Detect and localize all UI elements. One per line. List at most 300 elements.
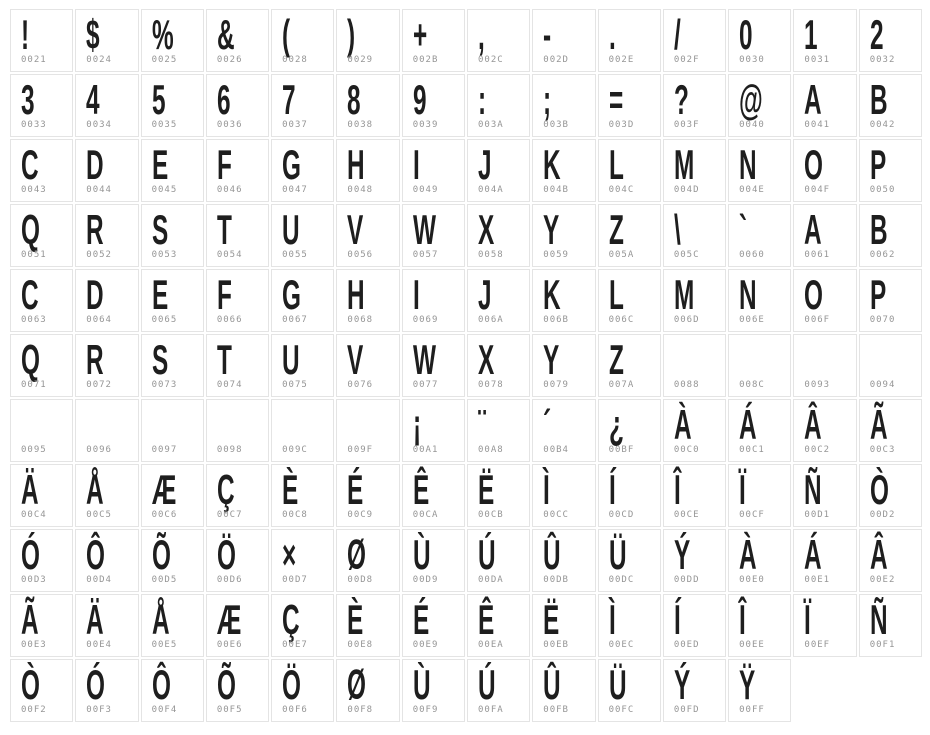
codepoint-label: 0038 bbox=[347, 120, 374, 130]
glyph-cell[interactable] bbox=[271, 139, 334, 202]
codepoint-label: 00C8 bbox=[282, 510, 308, 520]
codepoint-label: 006F bbox=[804, 315, 831, 325]
glyph: 3 bbox=[21, 76, 35, 123]
glyph-cell[interactable] bbox=[10, 139, 73, 202]
glyph-cell[interactable] bbox=[141, 9, 204, 72]
glyph-cell[interactable] bbox=[793, 74, 856, 137]
codepoint-label: 002C bbox=[477, 55, 504, 65]
glyph-cell[interactable] bbox=[10, 334, 73, 397]
glyph-cell[interactable] bbox=[336, 9, 399, 72]
glyph-cell[interactable] bbox=[598, 74, 661, 137]
codepoint-label: 005A bbox=[608, 250, 635, 260]
glyph: Q bbox=[21, 336, 40, 383]
glyph-cell[interactable] bbox=[467, 399, 530, 462]
glyph-cell[interactable] bbox=[598, 139, 661, 202]
codepoint-label: 00C0 bbox=[673, 445, 700, 455]
codepoint-label: 00DB bbox=[543, 575, 569, 585]
glyph-cell[interactable] bbox=[532, 659, 595, 722]
glyph: W bbox=[412, 336, 436, 383]
glyph-cell[interactable] bbox=[793, 204, 856, 267]
codepoint-label: 00ED bbox=[673, 640, 700, 650]
glyph-cell[interactable] bbox=[532, 9, 595, 72]
glyph: ) bbox=[347, 11, 356, 58]
glyph-cell[interactable] bbox=[206, 399, 269, 462]
glyph-cell[interactable] bbox=[271, 659, 334, 722]
glyph-cell[interactable] bbox=[859, 594, 922, 657]
glyph: C bbox=[21, 271, 39, 318]
glyph: S bbox=[151, 206, 168, 253]
glyph: Ü bbox=[608, 531, 627, 578]
codepoint-label: 0021 bbox=[21, 55, 47, 65]
glyph-cell[interactable] bbox=[75, 594, 138, 657]
codepoint-label: 0053 bbox=[151, 250, 178, 260]
glyph: P bbox=[869, 271, 886, 318]
glyph-cell[interactable] bbox=[859, 399, 922, 462]
glyph-cell[interactable] bbox=[859, 269, 922, 332]
codepoint-label: 0078 bbox=[477, 380, 504, 390]
glyph-cell[interactable] bbox=[75, 399, 138, 462]
glyph: Z bbox=[608, 336, 624, 383]
glyph-cell[interactable] bbox=[598, 529, 661, 592]
glyph: Ö bbox=[282, 661, 302, 708]
codepoint-label: 00EE bbox=[739, 640, 765, 650]
codepoint-label: 0056 bbox=[347, 250, 374, 260]
codepoint-label: 0057 bbox=[412, 250, 439, 260]
glyph-cell[interactable] bbox=[663, 9, 726, 72]
codepoint-label: 00FD bbox=[673, 705, 700, 715]
glyph-cell[interactable] bbox=[663, 464, 726, 527]
glyph-cell[interactable] bbox=[402, 269, 465, 332]
glyph: 9 bbox=[412, 76, 427, 123]
glyph-cell[interactable] bbox=[206, 659, 269, 722]
glyph: % bbox=[151, 11, 174, 58]
glyph-cell[interactable] bbox=[793, 9, 856, 72]
glyph: ¿ bbox=[608, 401, 624, 448]
glyph: R bbox=[86, 206, 104, 253]
glyph: H bbox=[347, 271, 366, 318]
glyph: Ë bbox=[543, 596, 560, 643]
glyph-cell[interactable] bbox=[336, 464, 399, 527]
codepoint-label: 0036 bbox=[216, 120, 243, 130]
codepoint-label: 00E5 bbox=[151, 640, 178, 650]
glyph-cell[interactable] bbox=[75, 269, 138, 332]
codepoint-label: 00D4 bbox=[86, 575, 112, 585]
glyph-cell[interactable] bbox=[467, 334, 530, 397]
codepoint-label: 0031 bbox=[804, 55, 831, 65]
glyph-cell[interactable] bbox=[206, 594, 269, 657]
glyph-cell[interactable] bbox=[402, 204, 465, 267]
glyph-cell[interactable] bbox=[402, 139, 465, 202]
glyph-cell[interactable] bbox=[793, 269, 856, 332]
glyph-cell[interactable] bbox=[859, 74, 922, 137]
codepoint-label: 00C7 bbox=[216, 510, 243, 520]
glyph: + bbox=[412, 11, 427, 58]
codepoint-label: 0032 bbox=[869, 55, 896, 65]
codepoint-label: 0024 bbox=[86, 55, 112, 65]
codepoint-label: 00E7 bbox=[282, 640, 308, 650]
glyph-cell[interactable] bbox=[467, 594, 530, 657]
glyph-cell[interactable] bbox=[663, 204, 726, 267]
glyph: É bbox=[347, 466, 364, 513]
glyph-cell[interactable] bbox=[336, 529, 399, 592]
codepoint-label: 00EC bbox=[608, 640, 635, 650]
glyph-cell[interactable] bbox=[532, 594, 595, 657]
glyph-cell[interactable] bbox=[336, 594, 399, 657]
glyph: G bbox=[282, 141, 302, 188]
glyph-cell[interactable] bbox=[141, 74, 204, 137]
codepoint-label: 0043 bbox=[21, 185, 47, 195]
glyph-cell[interactable] bbox=[402, 334, 465, 397]
codepoint-label: 00E1 bbox=[804, 575, 831, 585]
glyph-cell[interactable] bbox=[859, 204, 922, 267]
glyph-cell[interactable] bbox=[75, 204, 138, 267]
glyph-cell[interactable] bbox=[859, 464, 922, 527]
codepoint-label: 002D bbox=[543, 55, 569, 65]
glyph-cell[interactable] bbox=[598, 659, 661, 722]
glyph-cell[interactable] bbox=[10, 9, 73, 72]
codepoint-label: 00CA bbox=[412, 510, 439, 520]
glyph-cell[interactable] bbox=[141, 334, 204, 397]
glyph-cell[interactable] bbox=[859, 529, 922, 592]
codepoint-label: 00F3 bbox=[86, 705, 112, 715]
glyph: & bbox=[216, 11, 235, 58]
glyph: ´ bbox=[543, 401, 552, 448]
glyph-cell[interactable] bbox=[793, 334, 856, 397]
glyph-cell[interactable] bbox=[598, 399, 661, 462]
codepoint-label: 0094 bbox=[869, 380, 896, 390]
codepoint-label: 0062 bbox=[869, 250, 896, 260]
codepoint-label: 006D bbox=[673, 315, 700, 325]
codepoint-label: 003F bbox=[673, 120, 700, 130]
glyph: Ò bbox=[21, 661, 40, 708]
glyph-cell[interactable] bbox=[859, 9, 922, 72]
glyph-cell[interactable] bbox=[10, 74, 73, 137]
glyph: Ô bbox=[151, 661, 171, 708]
glyph: R bbox=[86, 336, 104, 383]
codepoint-label: 0071 bbox=[21, 380, 47, 390]
glyph: À bbox=[673, 401, 692, 448]
codepoint-label: 0040 bbox=[739, 120, 765, 130]
glyph-cell[interactable] bbox=[532, 399, 595, 462]
glyph: S bbox=[151, 336, 168, 383]
glyph-cell[interactable] bbox=[728, 529, 791, 592]
codepoint-label: 00FA bbox=[477, 705, 504, 715]
glyph-cell[interactable] bbox=[141, 139, 204, 202]
glyph-cell[interactable] bbox=[532, 269, 595, 332]
glyph-cell[interactable] bbox=[793, 399, 856, 462]
glyph: A bbox=[804, 76, 823, 123]
codepoint-label: 002B bbox=[412, 55, 439, 65]
glyph: : bbox=[477, 76, 487, 123]
codepoint-label: 0070 bbox=[869, 315, 896, 325]
glyph: T bbox=[216, 206, 232, 253]
glyph-cell[interactable] bbox=[467, 269, 530, 332]
glyph: Ý bbox=[673, 531, 691, 578]
codepoint-label: 0047 bbox=[282, 185, 308, 195]
glyph: ( bbox=[282, 11, 291, 58]
glyph-cell[interactable] bbox=[532, 334, 595, 397]
codepoint-label: 00FF bbox=[739, 705, 765, 715]
glyph: È bbox=[282, 466, 299, 513]
glyph-cell[interactable] bbox=[206, 334, 269, 397]
glyph: E bbox=[151, 141, 168, 188]
codepoint-label: 00F6 bbox=[282, 705, 308, 715]
codepoint-label: 0069 bbox=[412, 315, 439, 325]
glyph-cell[interactable] bbox=[206, 529, 269, 592]
codepoint-label: 0079 bbox=[543, 380, 569, 390]
glyph-cell[interactable] bbox=[598, 9, 661, 72]
glyph-cell[interactable] bbox=[532, 139, 595, 202]
glyph-cell[interactable] bbox=[598, 269, 661, 332]
glyph-cell[interactable] bbox=[793, 594, 856, 657]
glyph: P bbox=[869, 141, 886, 188]
glyph: A bbox=[804, 206, 823, 253]
glyph-cell[interactable] bbox=[141, 269, 204, 332]
glyph-cell[interactable] bbox=[141, 529, 204, 592]
glyph-cell[interactable] bbox=[728, 9, 791, 72]
glyph-cell[interactable] bbox=[206, 74, 269, 137]
glyph-cell[interactable] bbox=[206, 269, 269, 332]
codepoint-label: 0064 bbox=[86, 315, 112, 325]
codepoint-label: 00D7 bbox=[282, 575, 308, 585]
codepoint-label: 004E bbox=[739, 185, 765, 195]
glyph-cell[interactable] bbox=[75, 529, 138, 592]
codepoint-label: 004C bbox=[608, 185, 635, 195]
codepoint-label: 00A8 bbox=[477, 445, 504, 455]
glyph-cell[interactable] bbox=[663, 594, 726, 657]
codepoint-label: 0077 bbox=[412, 380, 439, 390]
glyph: 6 bbox=[216, 76, 231, 123]
glyph-cell[interactable] bbox=[271, 399, 334, 462]
codepoint-label: 00D2 bbox=[869, 510, 896, 520]
glyph-cell[interactable] bbox=[467, 9, 530, 72]
glyph-cell[interactable] bbox=[793, 529, 856, 592]
glyph-cell[interactable] bbox=[598, 464, 661, 527]
glyph: Ó bbox=[86, 661, 106, 708]
glyph-cell[interactable] bbox=[402, 74, 465, 137]
codepoint-label: 00C4 bbox=[21, 510, 47, 520]
glyph-cell[interactable] bbox=[206, 464, 269, 527]
glyph-cell[interactable] bbox=[271, 269, 334, 332]
codepoint-label: 0044 bbox=[86, 185, 112, 195]
glyph-cell[interactable] bbox=[75, 139, 138, 202]
glyph-cell[interactable] bbox=[598, 334, 661, 397]
codepoint-label: 004F bbox=[804, 185, 831, 195]
glyph-cell[interactable] bbox=[532, 464, 595, 527]
glyph: Ÿ bbox=[739, 661, 756, 708]
glyph-cell[interactable] bbox=[859, 139, 922, 202]
glyph: Á bbox=[739, 401, 757, 448]
glyph-cell[interactable] bbox=[728, 334, 791, 397]
glyph: ! bbox=[21, 11, 30, 58]
glyph-cell[interactable] bbox=[532, 204, 595, 267]
glyph-cell[interactable] bbox=[10, 659, 73, 722]
glyph-cell[interactable] bbox=[467, 74, 530, 137]
glyph-cell[interactable] bbox=[271, 464, 334, 527]
glyph: Ï bbox=[739, 466, 746, 513]
glyph-cell[interactable] bbox=[467, 204, 530, 267]
glyph: U bbox=[282, 336, 300, 383]
glyph-cell[interactable] bbox=[663, 139, 726, 202]
glyph-cell[interactable] bbox=[728, 74, 791, 137]
glyph-cell[interactable] bbox=[728, 464, 791, 527]
glyph: , bbox=[477, 11, 485, 58]
glyph-cell[interactable] bbox=[271, 334, 334, 397]
codepoint-label: 00CD bbox=[608, 510, 635, 520]
codepoint-label: 003A bbox=[477, 120, 504, 130]
codepoint-label: 00F1 bbox=[869, 640, 896, 650]
glyph: Î bbox=[673, 466, 681, 513]
codepoint-label: 002E bbox=[608, 55, 635, 65]
codepoint-label: 0058 bbox=[477, 250, 504, 260]
glyph-cell[interactable] bbox=[336, 399, 399, 462]
glyph-cell[interactable] bbox=[271, 74, 334, 137]
glyph: N bbox=[739, 141, 757, 188]
glyph: Q bbox=[21, 206, 40, 253]
glyph-cell[interactable] bbox=[598, 594, 661, 657]
glyph-cell[interactable] bbox=[598, 204, 661, 267]
codepoint-label: 0026 bbox=[216, 55, 243, 65]
glyph-cell[interactable] bbox=[336, 204, 399, 267]
codepoint-label: 0028 bbox=[282, 55, 308, 65]
codepoint-label: 00EB bbox=[543, 640, 569, 650]
glyph-cell[interactable] bbox=[467, 529, 530, 592]
glyph: Ä bbox=[86, 596, 104, 643]
glyph: M bbox=[673, 141, 695, 188]
glyph-cell[interactable] bbox=[75, 464, 138, 527]
glyph-cell[interactable] bbox=[10, 594, 73, 657]
glyph-cell[interactable] bbox=[793, 464, 856, 527]
glyph-cell[interactable] bbox=[402, 659, 465, 722]
glyph-cell[interactable] bbox=[402, 594, 465, 657]
glyph-cell[interactable] bbox=[75, 9, 138, 72]
glyph-cell[interactable] bbox=[467, 139, 530, 202]
glyph-cell[interactable] bbox=[532, 529, 595, 592]
glyph-cell[interactable] bbox=[728, 139, 791, 202]
glyph: 1 bbox=[804, 11, 818, 58]
codepoint-label: 0063 bbox=[21, 315, 47, 325]
glyph-cell[interactable] bbox=[336, 269, 399, 332]
codepoint-label: 00D9 bbox=[412, 575, 439, 585]
glyph: ? bbox=[673, 76, 689, 123]
glyph-cell[interactable] bbox=[10, 529, 73, 592]
glyph-cell[interactable] bbox=[663, 334, 726, 397]
glyph-cell[interactable] bbox=[663, 269, 726, 332]
glyph-cell[interactable] bbox=[206, 9, 269, 72]
glyph: D bbox=[86, 271, 104, 318]
glyph-cell[interactable] bbox=[271, 594, 334, 657]
glyph: Â bbox=[804, 401, 823, 448]
codepoint-label: 0035 bbox=[151, 120, 178, 130]
codepoint-label: 0061 bbox=[804, 250, 831, 260]
glyph-cell[interactable] bbox=[663, 399, 726, 462]
glyph: Z bbox=[608, 206, 624, 253]
glyph: × bbox=[282, 531, 297, 578]
glyph-cell[interactable] bbox=[402, 399, 465, 462]
glyph: B bbox=[869, 206, 888, 253]
glyph-cell[interactable] bbox=[141, 464, 204, 527]
codepoint-label: 004B bbox=[543, 185, 569, 195]
glyph: O bbox=[804, 271, 824, 318]
codepoint-label: 006C bbox=[608, 315, 635, 325]
codepoint-label: 0066 bbox=[216, 315, 243, 325]
glyph: / bbox=[673, 11, 681, 58]
glyph: @ bbox=[739, 76, 763, 123]
glyph: Ñ bbox=[869, 596, 888, 643]
glyph-cell[interactable] bbox=[336, 659, 399, 722]
glyph-cell[interactable] bbox=[532, 74, 595, 137]
codepoint-label: 0054 bbox=[216, 250, 243, 260]
glyph-cell[interactable] bbox=[206, 139, 269, 202]
glyph-cell[interactable] bbox=[271, 9, 334, 72]
codepoint-label: 00D5 bbox=[151, 575, 178, 585]
glyph-cell[interactable] bbox=[10, 269, 73, 332]
glyph-cell[interactable] bbox=[663, 659, 726, 722]
glyph-cell[interactable] bbox=[467, 464, 530, 527]
glyph-cell[interactable] bbox=[336, 139, 399, 202]
codepoint-label: 0068 bbox=[347, 315, 374, 325]
glyph-cell[interactable] bbox=[402, 464, 465, 527]
glyph-cell[interactable] bbox=[10, 204, 73, 267]
glyph-cell[interactable] bbox=[467, 659, 530, 722]
glyph: Ø bbox=[347, 531, 367, 578]
codepoint-label: 0030 bbox=[739, 55, 765, 65]
glyph: Á bbox=[804, 531, 823, 578]
glyph-cell[interactable] bbox=[75, 74, 138, 137]
glyph: Ô bbox=[86, 531, 106, 578]
glyph-cell[interactable] bbox=[402, 9, 465, 72]
glyph-cell[interactable] bbox=[10, 464, 73, 527]
codepoint-label: 0076 bbox=[347, 380, 374, 390]
glyph-cell[interactable] bbox=[10, 399, 73, 462]
codepoint-label: 00F4 bbox=[151, 705, 178, 715]
glyph-cell[interactable] bbox=[793, 139, 856, 202]
glyph: F bbox=[216, 271, 232, 318]
codepoint-label: 0088 bbox=[673, 380, 700, 390]
codepoint-label: 0055 bbox=[282, 250, 308, 260]
glyph-cell[interactable] bbox=[402, 529, 465, 592]
codepoint-label: 00D6 bbox=[216, 575, 243, 585]
glyph-cell[interactable] bbox=[728, 594, 791, 657]
glyph-cell[interactable] bbox=[75, 334, 138, 397]
glyph-cell[interactable] bbox=[271, 204, 334, 267]
glyph-cell[interactable] bbox=[859, 334, 922, 397]
glyph-cell[interactable] bbox=[141, 399, 204, 462]
glyph-cell[interactable] bbox=[336, 334, 399, 397]
glyph-cell[interactable] bbox=[141, 594, 204, 657]
codepoint-label: 0052 bbox=[86, 250, 112, 260]
glyph: Ó bbox=[21, 531, 40, 578]
glyph-cell[interactable] bbox=[728, 659, 791, 722]
codepoint-label: 004D bbox=[673, 185, 700, 195]
codepoint-label: 00BF bbox=[608, 445, 635, 455]
glyph-cell[interactable] bbox=[663, 529, 726, 592]
glyph-cell[interactable] bbox=[141, 204, 204, 267]
glyph-cell[interactable] bbox=[663, 74, 726, 137]
glyph: Ì bbox=[608, 596, 616, 643]
glyph: J bbox=[477, 271, 492, 318]
glyph: Û bbox=[543, 661, 561, 708]
glyph-cell[interactable] bbox=[206, 204, 269, 267]
glyph-cell[interactable] bbox=[141, 659, 204, 722]
glyph-cell[interactable] bbox=[728, 204, 791, 267]
glyph-cell[interactable] bbox=[271, 529, 334, 592]
glyph: Ë bbox=[477, 466, 495, 513]
glyph-cell[interactable] bbox=[728, 399, 791, 462]
glyph-cell[interactable] bbox=[728, 269, 791, 332]
glyph-cell[interactable] bbox=[75, 659, 138, 722]
glyph-cell[interactable] bbox=[336, 74, 399, 137]
